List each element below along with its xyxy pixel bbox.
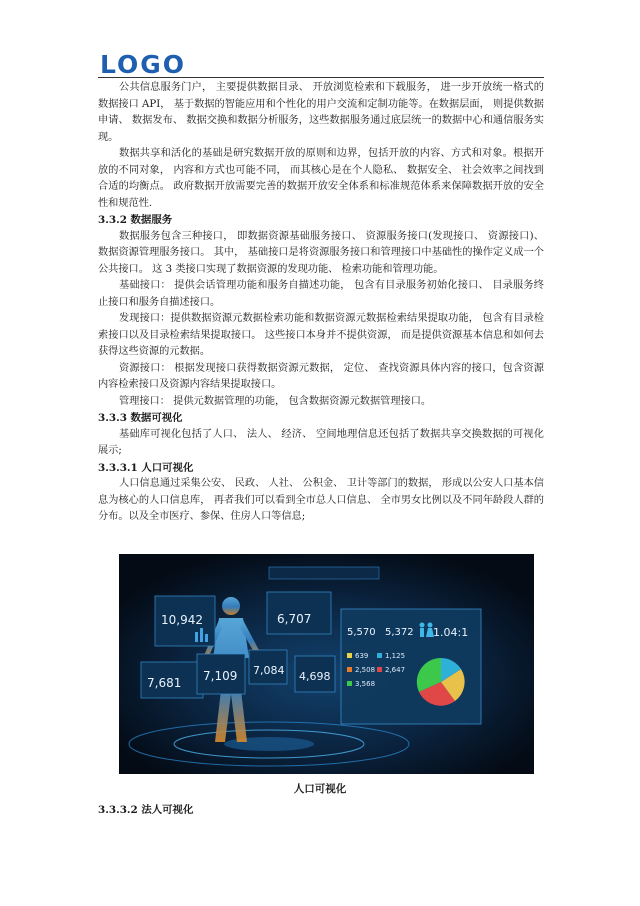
legend-value-3: 2,508 [355, 666, 376, 674]
card-left-bottom [141, 662, 203, 698]
stats-panel [341, 609, 481, 724]
card-center-mid [249, 650, 287, 684]
heading-3-3-3-1: 3.3.3.1 人口可视化 [98, 461, 194, 474]
card-left-top [155, 596, 215, 646]
card-center-left-value: 7,109 [203, 669, 238, 683]
stat-male: 5,570 [347, 627, 376, 638]
card-center-left [197, 654, 245, 694]
document-body [98, 80, 544, 526]
pie-chart [417, 658, 465, 706]
logo: LOGO [100, 50, 187, 79]
paragraph-basic-interface: 基础接口： 提供会话管理功能和服务自描述功能， 包含有目录服务初始化接口、 目录服务终止接口和服务自描述接口。 [98, 280, 544, 308]
paragraph-visualization: 基础库可视化包括了人口、 法人、 经济、 空间地理信息还包括了数据共享交换数据的可视化展示; [98, 428, 544, 456]
legend-value-2: 1,125 [385, 652, 406, 660]
card-left-top-value: 10,942 [161, 613, 203, 627]
population-dashboard-image [119, 554, 534, 774]
card-center-top-value: 6,707 [277, 612, 312, 626]
paragraph-data-service: 数据服务包含三种接口， 即数据资源基础服务接口、 资源服务接口(发现接口、 资源接口)、 数据资源管理服务接口。 其中， 基础接口是将资源服务接口和管理接口中基础性的操作定义成一个公共接口。 这 3 类接口实现了数据资源的发现功能、 检索功能和管理功能。 [98, 230, 544, 275]
header-rule [98, 77, 544, 78]
card-center-right-value: 4,698 [299, 670, 331, 683]
heading-3-3-3-2: 3.3.3.2 法人可视化 [98, 804, 194, 816]
legend-value-1: 639 [355, 652, 369, 660]
paragraph-management-interface: 管理接口： 提供元数据管理的功能， 包含数据资源元数据管理接口。 [119, 395, 432, 407]
figure-caption: 人口可视化 [293, 783, 347, 795]
stat-ratio: 1.04:1 [433, 626, 469, 639]
paragraph-population: 人口信息通过采集公安、 民政、 人社、 公积金、 卫计等部门的数据， 形成以公安人口基本信息为核心的人口信息库， 再者我们可以看到全市总人口信息、 全市男女比例以及不同年龄段人群的分布。以及全市医疗、参保、住房人口等信息; [98, 478, 544, 522]
dashboard-graphic [119, 554, 534, 774]
card-center-top [267, 592, 331, 634]
paragraph-discovery-interface: 发现接口：提供数据资源元数据检索功能和数据资源元数据检索结果提取功能， 包含有目录检索接口以及目录检索结果提取接口。 这些接口本身并不提供资源， 而是提供资源基本信息和如何去获得这些资源的元数据。 [98, 313, 544, 357]
card-center-mid-value: 7,084 [253, 664, 285, 677]
stat-female: 5,372 [385, 627, 414, 638]
heading-3-3-3: 3.3.3 数据可视化 [98, 412, 183, 424]
dashboard-title-bar [269, 567, 379, 579]
intro-paragraph-1: 公共信息服务门户， 主要提供数据目录、 开放浏览检索和下载服务， 进一步开放统一格式的数据接口 API， 基于数据的智能应用和个性化的用户交流和定制功能等。在数据层面， 则提供数据申请、 数据发布、 数据交换和数据分析服务，这些数据服务通过底层统一的数据中心和通信服务实现。 [98, 82, 544, 143]
paragraph-resource-interface: 资源接口： 根据发现接口获得数据资源元数据， 定位、 查找资源具体内容的接口，包含资源内容检索接口及资源内容结果提取接口。 [98, 362, 544, 390]
legend-value-5: 3,568 [355, 680, 376, 688]
card-left-bottom-value: 7,681 [147, 676, 182, 690]
card-center-right [295, 656, 335, 692]
heading-3-3-2: 3.3.2 数据服务 [98, 214, 173, 226]
intro-paragraph-2: 数据共享和活化的基础是研究数据开放的原则和边界，包括开放的内容、方式和对象。根据开放的不同对象， 内容和方式也可能不同， 而其核心是在个人隐私、 数据安全、 社会效率之间找到合适的均衡点。 政府数据开放需要完善的数据开放安全体系和标准规范体系来保障数据开放的安全性和规范性. [98, 148, 544, 209]
legend-value-4: 2,647 [385, 666, 406, 674]
